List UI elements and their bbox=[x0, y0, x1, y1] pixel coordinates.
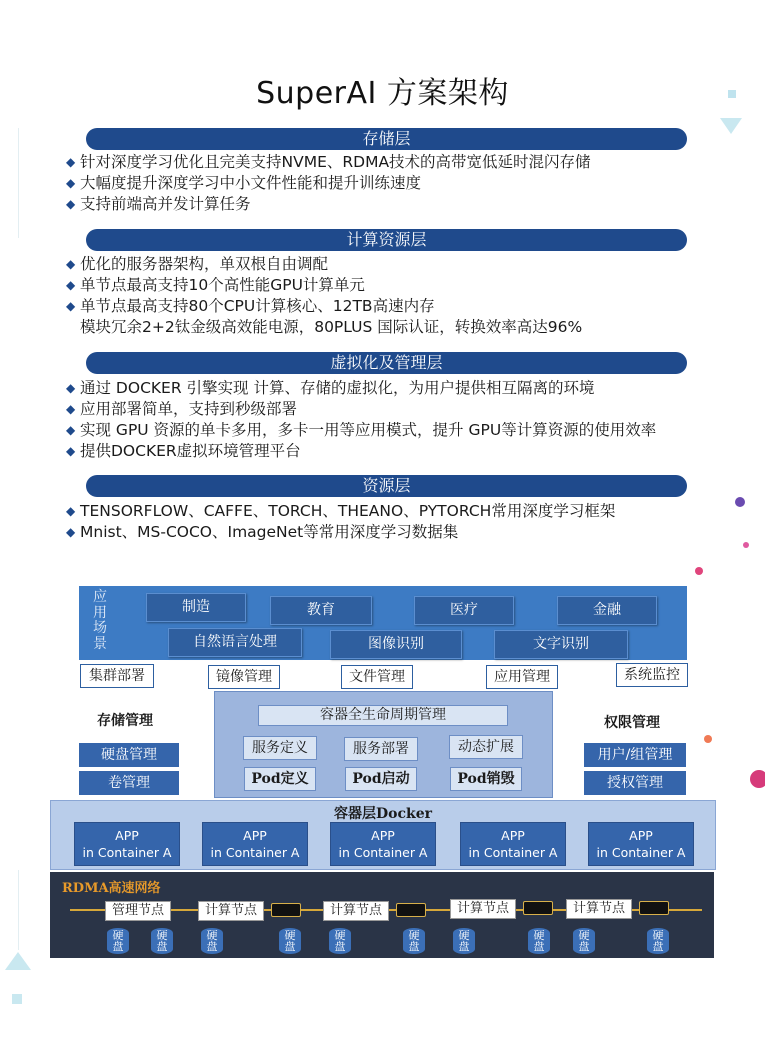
bullet-item: ◆ 通过 DOCKER 引擎实现 计算、存储的虚拟化，为用户提供相互隔离的环境 bbox=[66, 379, 595, 397]
bullet-item: ◆ 单节点最高支持80个CPU计算核心、12TB高速内存 bbox=[66, 297, 435, 315]
container-box: APP in Container A bbox=[588, 822, 694, 866]
disk-icon: 硬 盘 bbox=[403, 928, 425, 954]
auth-mgmt-item: 用户/组管理 bbox=[584, 743, 686, 767]
decor-dot-pink bbox=[743, 542, 749, 548]
rdma-network-title: RDMA高速网络 bbox=[62, 881, 161, 896]
mgmt-item: 应用管理 bbox=[486, 665, 558, 689]
bullet-item: ◆ 针对深度学习优化且完美支持NVME、RDMA技术的高带宽低延时混闪存储 bbox=[66, 153, 591, 171]
container-box: APP in Container A bbox=[74, 822, 180, 866]
app-chip: 图像识别 bbox=[330, 630, 462, 659]
mgmt-item: 集群部署 bbox=[80, 664, 154, 688]
decor-dot-pink3 bbox=[750, 770, 765, 788]
section-virtualization-band: 虚拟化及管理层 bbox=[86, 352, 687, 374]
mgmt-item: 文件管理 bbox=[341, 665, 413, 689]
bullet-item: ◆ 支持前端高并发计算任务 bbox=[66, 195, 251, 213]
diamond-icon: ◆ bbox=[66, 525, 76, 539]
section-resource-band: 资源层 bbox=[86, 475, 687, 497]
container-box: APP in Container A bbox=[330, 822, 436, 866]
app-chip: 自然语言处理 bbox=[168, 628, 302, 657]
diamond-icon: ◆ bbox=[66, 444, 76, 458]
docker-layer-title: 容器层Docker bbox=[334, 806, 432, 822]
app-scene-label: 应用场景 bbox=[93, 589, 107, 652]
diamond-icon: ◆ bbox=[66, 299, 76, 313]
bullet-item: ◆ TENSORFLOW、CAFFE、TORCH、THEANO、PYTORCH常用深度学习框架 bbox=[66, 502, 616, 520]
bullet-item: ◆ Mnist、MS-COCO、ImageNet等常用深度学习数据集 bbox=[66, 523, 459, 541]
disk-icon: 硬 盘 bbox=[279, 928, 301, 954]
section-compute-bullets bbox=[66, 254, 726, 338]
app-chip: 制造 bbox=[146, 593, 246, 622]
network-node: 计算节点 bbox=[566, 899, 632, 919]
page-title: SuperAI 方案架构 bbox=[256, 76, 509, 111]
diamond-icon: ◆ bbox=[66, 257, 76, 271]
section-storage-band: 存储层 bbox=[86, 128, 687, 150]
disk-icon: 硬 盘 bbox=[107, 928, 129, 954]
decor-dot-purple bbox=[735, 497, 745, 507]
diamond-icon: ◆ bbox=[66, 423, 76, 437]
decor-dot-pink2 bbox=[695, 567, 703, 575]
app-chip: 医疗 bbox=[414, 596, 514, 625]
bullet-item: ◆ 提供DOCKER虚拟环境管理平台 bbox=[66, 442, 301, 460]
diamond-icon: ◆ bbox=[66, 278, 76, 292]
decor-line-left bbox=[18, 128, 19, 238]
network-node: 管理节点 bbox=[105, 901, 171, 921]
lifecycle-item: Pod启动 bbox=[345, 767, 417, 791]
diamond-icon: ◆ bbox=[66, 176, 76, 190]
diamond-icon: ◆ bbox=[66, 381, 76, 395]
lifecycle-item: 服务定义 bbox=[243, 736, 317, 760]
server-icon bbox=[271, 903, 301, 917]
bullet-item: ◆ 应用部署简单，支持到秒级部署 bbox=[66, 400, 298, 418]
network-node: 计算节点 bbox=[323, 901, 389, 921]
lifecycle-item: Pod销毁 bbox=[450, 767, 522, 791]
section-storage-bullets bbox=[66, 152, 726, 215]
disk-icon: 硬 盘 bbox=[647, 928, 669, 954]
bullet-item: ◆ 实现 GPU 资源的单卡多用，多卡一用等应用模式，提升 GPU等计算资源的使用效率 bbox=[66, 421, 657, 439]
lifecycle-item: 动态扩展 bbox=[449, 735, 523, 759]
app-chip: 金融 bbox=[557, 596, 657, 625]
auth-mgmt-item: 授权管理 bbox=[584, 771, 686, 795]
storage-mgmt-title: 存储管理 bbox=[97, 713, 153, 729]
bullet-continuation: 模块冗余2+2钛金级高效能电源，80PLUS 国际认证，转换效率高达96% bbox=[80, 318, 583, 336]
diamond-icon: ◆ bbox=[66, 155, 76, 169]
decor-line-bottom bbox=[18, 870, 19, 950]
container-box: APP in Container A bbox=[202, 822, 308, 866]
disk-icon: 硬 盘 bbox=[201, 928, 223, 954]
storage-mgmt-item: 卷管理 bbox=[79, 771, 179, 795]
disk-icon: 硬 盘 bbox=[151, 928, 173, 954]
lifecycle-title: 容器全生命周期管理 bbox=[258, 705, 508, 726]
auth-mgmt-title: 权限管理 bbox=[604, 715, 660, 731]
app-chip: 文字识别 bbox=[494, 630, 628, 659]
disk-icon: 硬 盘 bbox=[329, 928, 351, 954]
app-chip: 教育 bbox=[270, 596, 372, 625]
section-virtualization-bullets bbox=[66, 378, 726, 462]
decor-dot-orange bbox=[704, 735, 712, 743]
disk-icon: 硬 盘 bbox=[453, 928, 475, 954]
bullet-item: ◆ 优化的服务器架构，单双根自由调配 bbox=[66, 255, 329, 273]
mgmt-item: 系统监控 bbox=[616, 663, 688, 687]
container-box: APP in Container A bbox=[460, 822, 566, 866]
decor-square-bottom bbox=[12, 994, 22, 1004]
lifecycle-item: 服务部署 bbox=[344, 737, 418, 761]
bullet-item: ◆ 大幅度提升深度学习中小文件性能和提升训练速度 bbox=[66, 174, 422, 192]
mgmt-item: 镜像管理 bbox=[208, 665, 280, 689]
server-icon bbox=[523, 901, 553, 915]
diamond-icon: ◆ bbox=[66, 197, 76, 211]
diamond-icon: ◆ bbox=[66, 504, 76, 518]
decor-triangle-top bbox=[720, 118, 742, 134]
disk-icon: 硬 盘 bbox=[528, 928, 550, 954]
section-compute-band: 计算资源层 bbox=[86, 229, 687, 251]
section-resource-bullets bbox=[66, 501, 726, 543]
diamond-icon: ◆ bbox=[66, 402, 76, 416]
disk-icon: 硬 盘 bbox=[573, 928, 595, 954]
decor-triangle-bottom bbox=[5, 952, 31, 970]
storage-mgmt-item: 硬盘管理 bbox=[79, 743, 179, 767]
bullet-item: ◆ 单节点最高支持10个高性能GPU计算单元 bbox=[66, 276, 365, 294]
lifecycle-item: Pod定义 bbox=[244, 767, 316, 791]
server-icon bbox=[396, 903, 426, 917]
server-icon bbox=[639, 901, 669, 915]
network-node: 计算节点 bbox=[450, 899, 516, 919]
network-node: 计算节点 bbox=[198, 901, 264, 921]
